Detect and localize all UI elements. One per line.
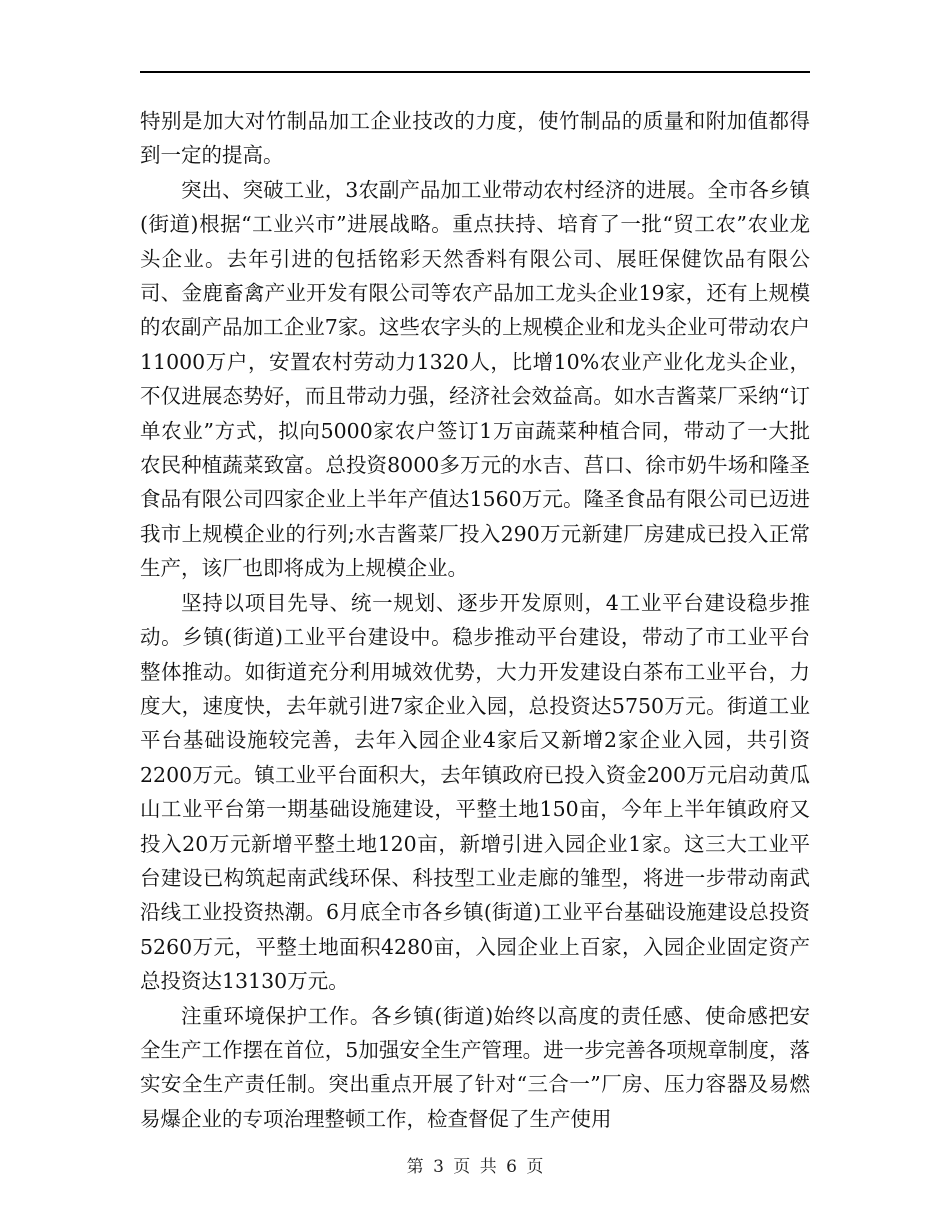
- paragraph-industrial-platform: 坚持以项目先导、统一规划、逐步开发原则，4工业平台建设稳步推动。乡镇(街道)工业平台建设中。稳步推动平台建设，带动了市工业平台整体推动。如街道充分利用城效优势，大力开发建设白茶布工业平台，力度大，速度快，去年就引进7家企业入园，总投资达5750万元。街道工业平台基础设施较完善，去年入园企业4家后又新增2家企业入园，共引资2200万元。镇工业平台面积大，去年镇政府已投入资金200万元启动黄瓜山工业平台第一期基础设施建设，平整土地150亩，今年上半年镇政府又投入20万元新增平整土地120亩，新增引进入园企业1家。这三大工业平台建设已构筑起南武线环保、科技型工业走廊的雏型，将进一步带动南武沿线工业投资热潮。6月底全市各乡镇(街道)工业平台基础设施建设总投资5260万元，平整土地面积4280亩，入园企业上百家，入园企业固定资产总投资达13130万元。: [140, 590, 810, 994]
- paragraph-continued: 特别是加大对竹制品加工企业技改的力度，使竹制品的质量和附加值都得到一定的提高。: [140, 109, 810, 168]
- header-rule: [140, 71, 810, 73]
- paragraph-agri-processing: 突出、突破工业，3农副产品加工业带动农村经济的进展。全市各乡镇(街道)根据“工业兴市”进展战略。重点扶持、培育了一批“贸工农”农业龙头企业。去年引进的包括铭彩天然香料有限公司、展旺保健饮品有限公司、金鹿畜禽产业开发有限公司等农产品加工龙头企业19家，还有上规模的农副产品加工企业7家。这些农字头的上规模企业和龙头企业可带动农户11000万户，安置农村劳动力1320人，比增10%农业产业化龙头企业，不仅进展态势好，而且带动力强，经济社会效益高。如水吉酱菜厂采纳“订单农业”方式，拟向5000家农户签订1万亩蔬菜种植合同，带动了一大批农民种植蔬菜致富。总投资8000多万元的水吉、莒口、徐市奶牛场和隆圣食品有限公司四家企业上半年产值达1560万元。隆圣食品有限公司已迈进我市上规模企业的行列;水吉酱菜厂投入290万元新建厂房建成已投入正常生产，该厂也即将成为上规模企业。: [140, 177, 810, 581]
- paragraph-safety-production: 注重环境保护工作。各乡镇(街道)始终以高度的责任感、使命感把安全生产工作摆在首位，5加强安全生产管理。进一步完善各项规章制度，落实安全生产责任制。突出重点开展了针对“三合一”厂房、压力容器及易燃易爆企业的专项治理整顿工作，检查督促了生产使用: [140, 1003, 810, 1131]
- page-footer: 第 3 页 共 6 页: [406, 1157, 544, 1177]
- body-text: [140, 104, 810, 1136]
